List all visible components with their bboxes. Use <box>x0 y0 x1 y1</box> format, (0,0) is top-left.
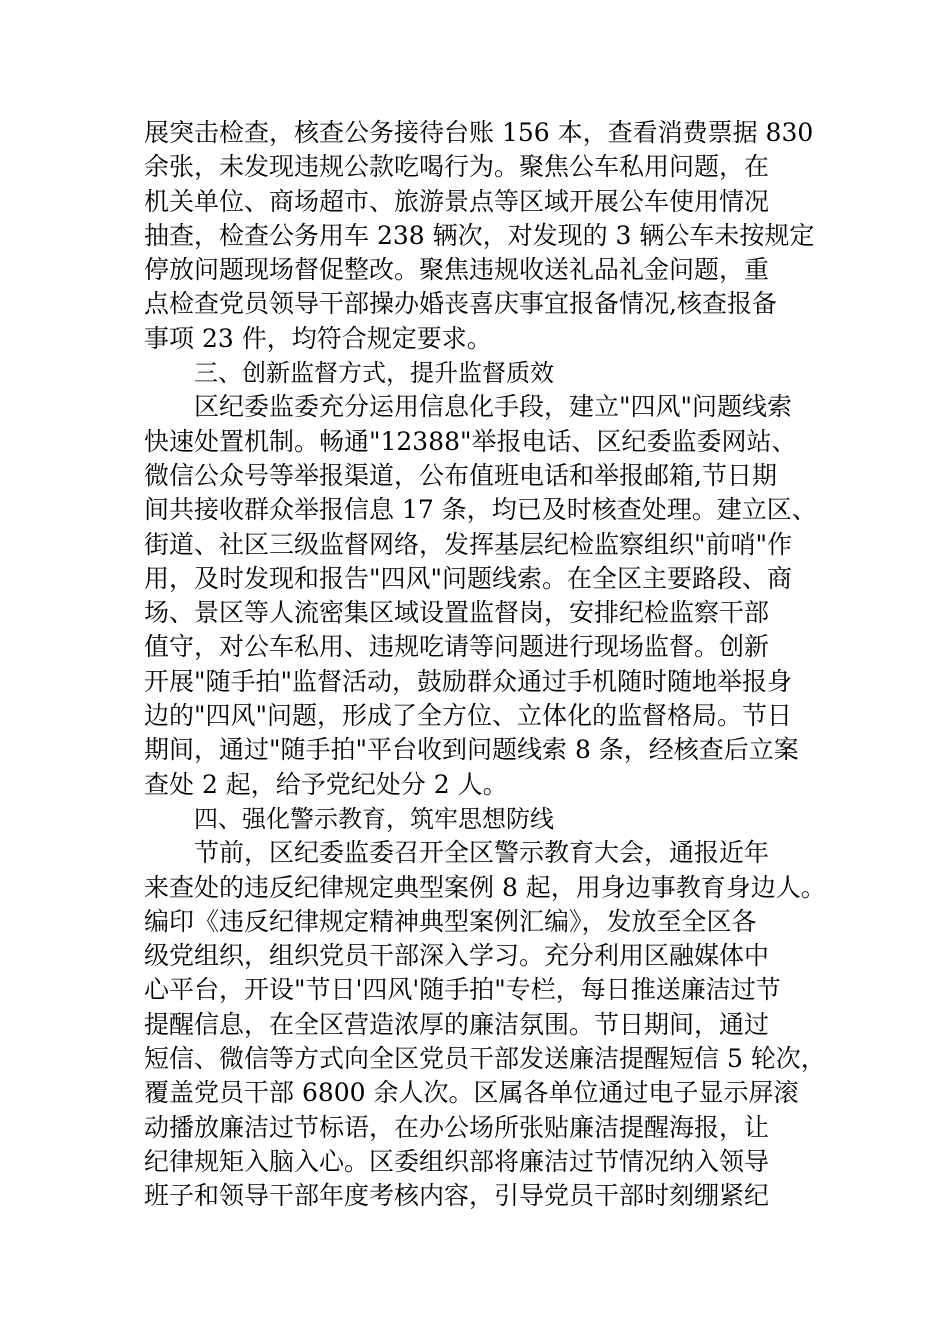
text-line: 停放问题现场督促整改。聚焦违规收送礼品礼金问题，重 <box>144 255 770 285</box>
text-line: 班子和领导干部年度考核内容，引导党员干部时刻绷紧纪 <box>144 1181 770 1211</box>
text-line: 编印《违反纪律规定精神典型案例汇编》，发放至全区各 <box>144 906 757 936</box>
text-line: 提醒信息，在全区营造浓厚的廉洁氛围。节日期间，通过 <box>144 1009 770 1039</box>
text-line: 余张，未发现违规公款吃喝行为。聚焦公车私用问题，在 <box>144 152 770 182</box>
text-line: 值守，对公车私用、违规吃请等问题进行现场监督。创新 <box>144 632 770 662</box>
text-line: 用，及时发现和报告"四风"问题线索。在全区主要路段、商 <box>144 563 793 593</box>
text-line: 街道、社区三级监督网络，发挥基层纪检监察组织"前哨"作 <box>144 529 793 559</box>
text-line: 开展"随手拍"监督活动，鼓励群众通过手机随时随地举报身 <box>144 666 793 696</box>
text-line: 展突击检查，核查公务接待台账 156 本，查看消费票据 830 <box>144 118 814 147</box>
text-line: 抽查，检查公务用车 238 辆次，对发现的 3 辆公车未按规定 <box>144 220 815 250</box>
text-line: 期间，通过"随手拍"平台收到问题线索 8 条，经核查后立案 <box>144 735 799 765</box>
text-line: 微信公众号等举报渠道，公布值班电话和举报邮箱,节日期 <box>144 460 777 490</box>
text-line: 事项 23 件，均符合规定要求。 <box>144 323 492 353</box>
document-body <box>144 116 834 1214</box>
text-line: 点检查党员领导干部操办婚丧喜庆事宜报备情况,核查报备 <box>144 289 777 319</box>
text-line: 快速处置机制。畅通"12388"举报电话、区纪委监委网站、 <box>144 426 797 456</box>
paragraph-start: 区纪委监委充分运用信息化手段，建立"四风"问题线索 <box>194 392 793 422</box>
text-line: 机关单位、商场超市、旅游景点等区域开展公车使用情况 <box>144 186 770 216</box>
text-line: 心平台，开设"节日'四风'随手拍"专栏，每日推送廉洁过节 <box>144 975 781 1005</box>
text-line: 来查处的违反纪律规定典型案例 8 起，用身边事教育身边人。 <box>144 872 826 902</box>
section-heading-3: 三、创新监督方式，提升监督质效 <box>194 359 554 388</box>
text-line: 短信、微信等方式向全区党员干部发送廉洁提醒短信 5 轮次， <box>144 1044 826 1074</box>
section-heading-4: 四、强化警示教育，筑牢思想防线 <box>194 804 554 833</box>
text-line: 间共接收群众举报信息 17 条，均已及时核查处理。建立区、 <box>144 495 817 525</box>
text-line: 场、景区等人流密集区域设置监督岗，安排纪检监察干部 <box>144 598 770 628</box>
text-line: 覆盖党员干部 6800 余人次。区属各单位通过电子显示屏滚 <box>144 1078 799 1108</box>
text-line: 边的"四风"问题，形成了全方位、立体化的监督格局。节日 <box>144 701 793 731</box>
text-line: 级党组织，组织党员干部深入学习。充分利用区融媒体中 <box>144 941 770 971</box>
text-line: 纪律规矩入脑入心。区委组织部将廉洁过节情况纳入领导 <box>144 1146 770 1176</box>
paragraph-start: 节前，区纪委监委召开全区警示教育大会，通报近年 <box>194 838 770 868</box>
text-line: 动播放廉洁过节标语，在办公场所张贴廉洁提醒海报，让 <box>144 1112 770 1142</box>
text-line: 查处 2 起，给予党纪处分 2 人。 <box>144 769 508 799</box>
